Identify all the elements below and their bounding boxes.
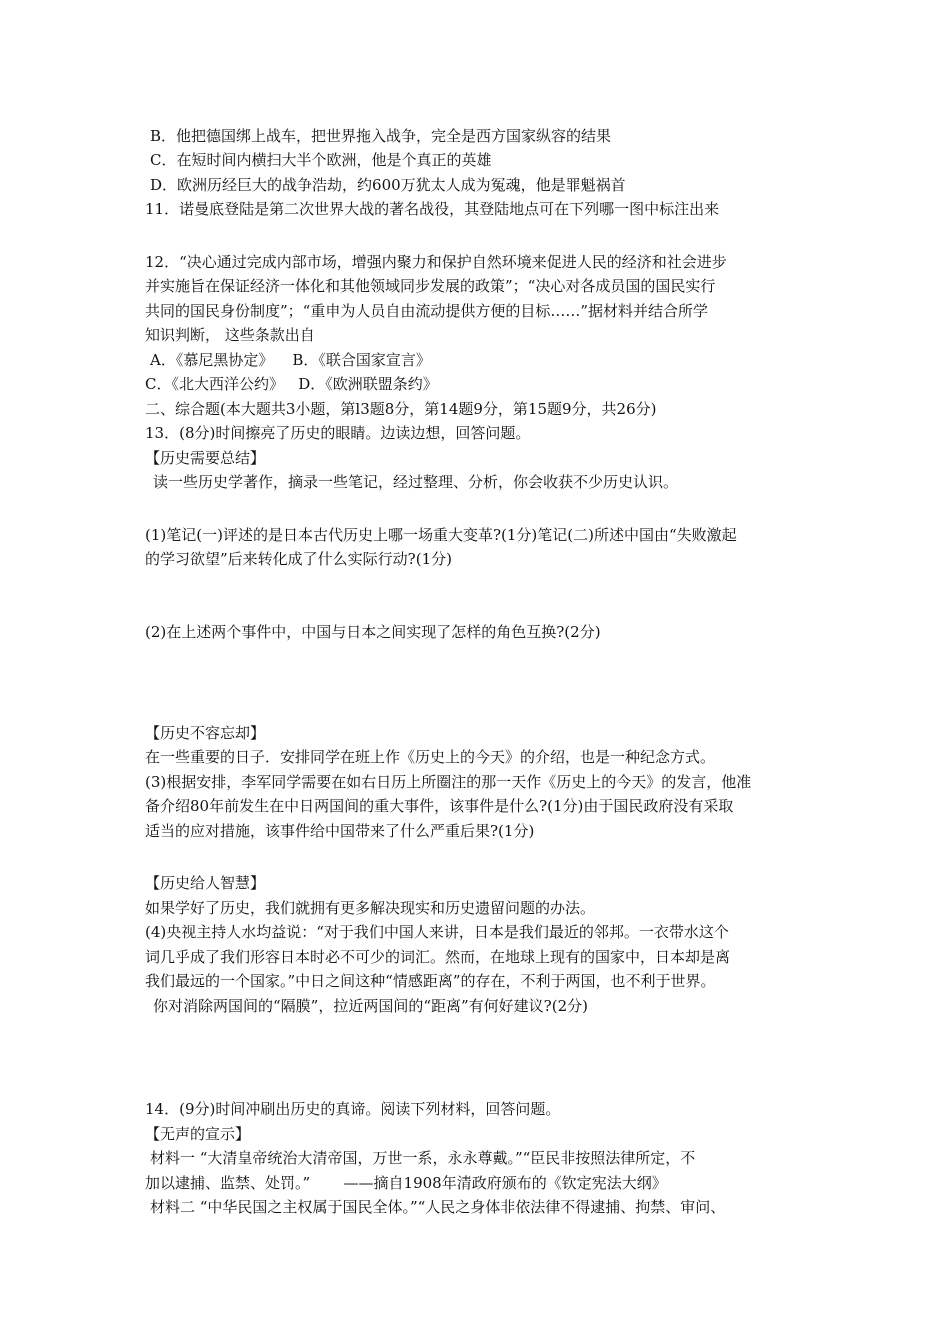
q13-part4-line-3: 我们最远的一个国家。”中日之间这种“情感距离”的存在，不利于两国，也不利于世界。 xyxy=(145,972,716,990)
option-c-line: C．在短时间内横扫大半个欧洲，他是个真正的英雄 xyxy=(150,151,492,169)
question-12-line-1: 12．“决心通过完成内部市场，增强内聚力和保护自然环境来促进人民的经济和社会进步 xyxy=(145,253,727,271)
question-12-options-cd: C．《北大西洋公约》 D．《欧洲联盟条约》 xyxy=(145,375,438,393)
material-1-line-2: 加以逮捕、监禁、处罚。” ——摘自1908年清政府颁布的《钦定宪法大纲》 xyxy=(145,1174,667,1192)
subheading-declaration: 【无声的宣示】 xyxy=(145,1125,251,1143)
question-12-line-4: 知识判断， 这些条款出自 xyxy=(145,326,315,344)
wisdom-text: 如果学好了历史，我们就拥有更多解决现实和历史遗留问题的办法。 xyxy=(145,899,596,917)
subheading-remember: 【历史不容忘却】 xyxy=(145,724,266,742)
material-2-line-1: 材料二 “中华民国之主权属于国民全体。”“人民之身体非依法律不得逮捕、拘禁、审问、 xyxy=(150,1198,726,1216)
question-14-intro: 14．(9分)时间冲刷出历史的真谛。阅读下列材料，回答问题。 xyxy=(145,1100,561,1118)
option-b-line: B．他把德国绑上战车，把世界拖入战争，完全是西方国家纵容的结果 xyxy=(150,127,612,145)
question-13-intro: 13．(8分)时间擦亮了历史的眼睛。边读边想，回答问题。 xyxy=(145,424,531,442)
material-1-line-1: 材料一 “大清皇帝统治大清帝国，万世一系，永永尊戴。”“臣民非按照法律所定，不 xyxy=(150,1149,696,1167)
q13-part3-line-3: 适当的应对措施，该事件给中国带来了什么严重后果?(1分) xyxy=(145,822,535,840)
q13-part4-line-2: 词几乎成了我们形容日本时必不可少的词汇。然而，在地球上现有的国家中，日本却是离 xyxy=(145,948,731,966)
q13-part3-line-2: 备介绍80年前发生在中日两国间的重大事件，该事件是什么?(1分)由于国民政府没有采取 xyxy=(145,797,734,815)
q13-part1-line-1: (1)笔记(一)评述的是日本古代历史上哪一场重大变革?(1分)笔记(二)所述中国由“失败激起 xyxy=(145,526,737,544)
question-12-line-2: 并实施旨在保证经济一体化和其他领域同步发展的政策”；“决心对各成员国的国民实行 xyxy=(145,277,716,295)
subheading-wisdom: 【历史给人智慧】 xyxy=(145,874,266,892)
q13-part4-line-1: (4)央视主持人水均益说：“对于我们中国人来讲，日本是我们最近的邻邦。一衣带水这个 xyxy=(145,923,729,941)
q13-part2: (2)在上述两个事件中，中国与日本之间实现了怎样的角色互换?(2分) xyxy=(145,623,601,641)
subheading-summary: 【历史需要总结】 xyxy=(145,449,266,467)
option-d-line: D．欧洲历经巨大的战争浩劫，约600万犹太人成为冤魂，他是罪魁祸首 xyxy=(150,176,626,194)
q13-part3-line-1: (3)根据安排，李军同学需要在如右日历上所圈注的那一天作《历史上的今天》的发言，他准 xyxy=(145,773,752,791)
summary-text: 读一些历史学著作，摘录一些笔记，经过整理、分析，你会收获不少历史认识。 xyxy=(153,473,679,491)
question-12-line-3: 共同的国民身份制度”；“重申为人员自由流动提供方便的目标……”据材料并结合所学 xyxy=(145,302,709,320)
section-2-heading: 二、综合题(本大题共3小题，第l3题8分，第14题9分，第15题9分，共26分) xyxy=(145,400,657,418)
question-11: 11．诺曼底登陆是第二次世界大战的著名战役，其登陆地点可在下列哪一图中标注出来 xyxy=(145,200,720,218)
remember-text: 在一些重要的日子．安排同学在班上作《历史上的今天》的介绍，也是一种纪念方式。 xyxy=(145,748,716,766)
q13-part4-line-4: 你对消除两国间的“隔膜”，拉近两国间的“距离”有何好建议?(2分) xyxy=(153,997,588,1015)
q13-part1-line-2: 的学习欲望”后来转化成了什么实际行动?(1分) xyxy=(145,550,452,568)
question-12-options-ab: A．《慕尼黑协定》 B．《联合国家宣言》 xyxy=(150,351,431,369)
